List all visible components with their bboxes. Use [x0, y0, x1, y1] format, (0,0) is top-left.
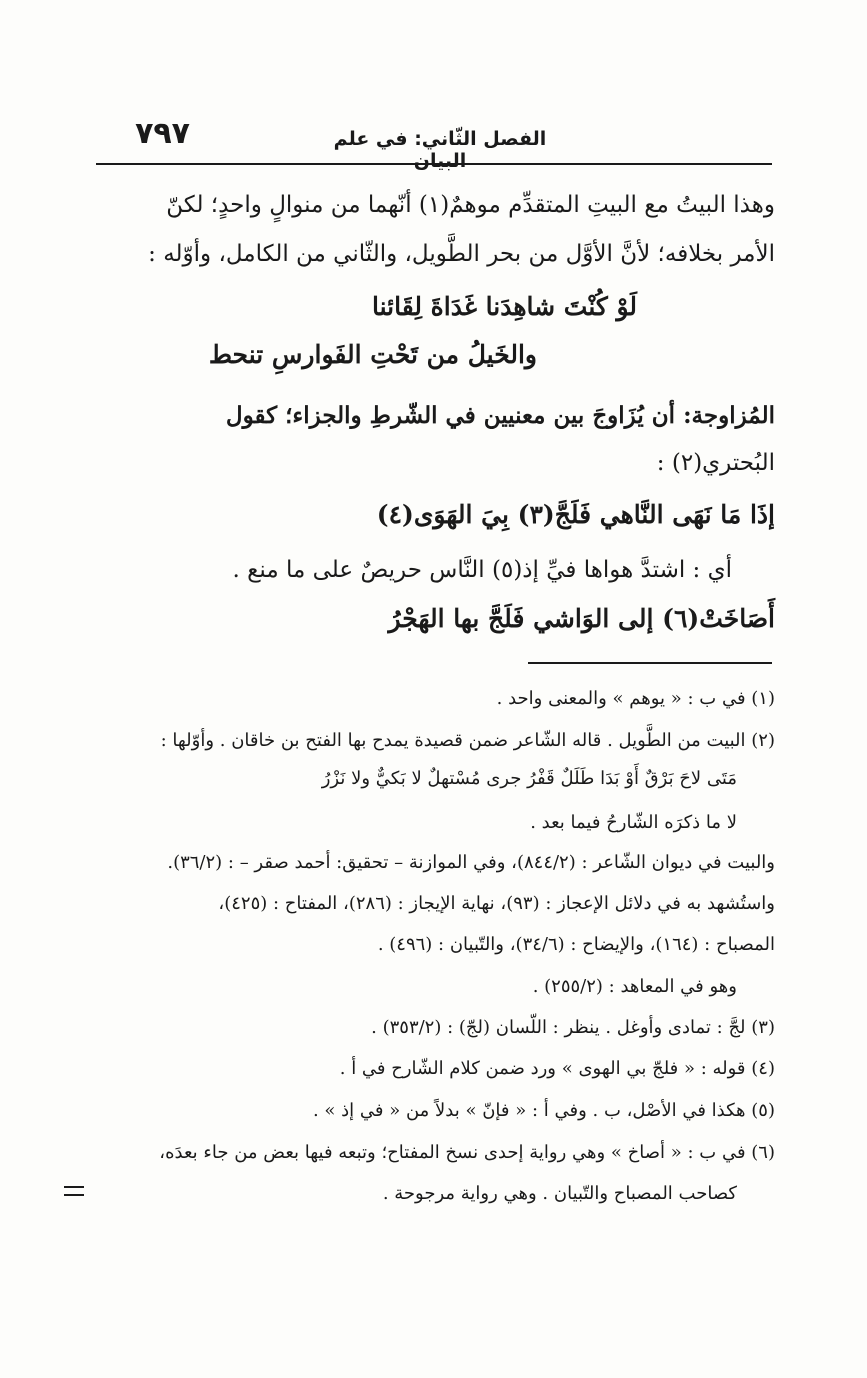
footnote-verse: مَتَى لاحَ بَرْقٌ أَوْ بَدَا طَلَلٌ قَفْرُ جرى مُسْتهلٌ لا بَكيٌّ ولا نَزْرُ [321, 768, 737, 789]
footnote-line: كصاحب المصباح والتّبيان . وهي رواية مرجوحة . [382, 1183, 737, 1204]
footnote-line: (١) في ب : « يوهم » والمعنى واحد . [496, 688, 775, 709]
page-number: ٧٩٧ [135, 116, 190, 151]
footnote-line: والبيت في ديوان الشّاعر : (٨٤٤/٢)، وفي الموازنة – تحقيق: أحمد صقر – : (٣٦/٢). [167, 852, 775, 873]
footnote-line: لا ما ذكرَه الشّارحُ فيما بعد . [530, 812, 737, 833]
footnote-line: وهو في المعاهد : (٢٥٥/٢) . [532, 976, 737, 997]
footnote-divider [528, 662, 772, 664]
verse-line: والخَيلُ من تَحْتِ الفَوارسِ تنحط [208, 340, 537, 369]
footnote-line: (٥) هكذا في الأصْل، ب . وفي أ : « فإنّ » بدلاً من « في إذ » . [312, 1100, 775, 1121]
body-line: البُحتري(٢) : [656, 450, 775, 476]
footnote-line: (٦) في ب : « أصاخ » وهي رواية إحدى نسخ المفتاح؛ وتبعه فيها بعض من جاء بعدَه، [159, 1142, 775, 1163]
footnote-line: (٤) قوله : « فلجّ بي الهوى » ورد ضمن كلام الشّارح في أ . [339, 1058, 775, 1079]
verse-line: أَصَاخَتْ(٦) إلى الوَاشي فَلَجَّ بها الهَجْرُ [388, 604, 775, 633]
verse-line: لَوْ كُنْتَ شاهِدَنا غَدَاةَ لِقَائنا [371, 292, 637, 321]
body-line: وهذا البيتُ مع البيتِ المتقدِّم موهمٌ(١) أنّهما من منوالٍ واحدٍ؛ لكنّ [166, 192, 775, 218]
footnote-line: (٣) لجَّ : تمادى وأوغل . ينظر : اللّسان (لجّ) : (٣٥٣/٢) . [371, 1017, 775, 1038]
verse-line: إذَا مَا نَهَى النَّاهي فَلَجَّ(٣) بِيَ الهَوَى(٤) [376, 500, 775, 529]
footnote-line: واستُشهد به في دلائل الإعجاز : (٩٣)، نهاية الإيجاز : (٢٨٦)، المفتاح : (٤٢٥)، [218, 893, 775, 914]
chapter-header-title: الفصل الثّاني: في علم البيان [333, 128, 547, 172]
body-line: أي : اشتدَّ هواها فيِّ إذ(٥) النَّاس حريصٌ على ما منع . [232, 557, 732, 583]
body-line-term: المُزاوجة: أن يُزَاوجَ بين معنيين في الشّرطِ والجزاء؛ كقول [225, 402, 775, 429]
footnote-line: المصباح : (١٦٤)، والإيضاح : (٣٤/٦)، والتّبيان : (٤٩٦) . [377, 934, 775, 955]
margin-mark [64, 1186, 84, 1196]
footnote-line: (٢) البيت من الطَّويل . قاله الشّاعر ضمن قصيدة يمدح بها الفتح بن خاقان . وأوّلها : [160, 730, 775, 751]
header-divider [96, 163, 772, 165]
body-line: الأمر بخلافه؛ لأنَّ الأوَّل من بحر الطَّويل، والثّاني من الكامل، وأوّله : [148, 241, 775, 267]
